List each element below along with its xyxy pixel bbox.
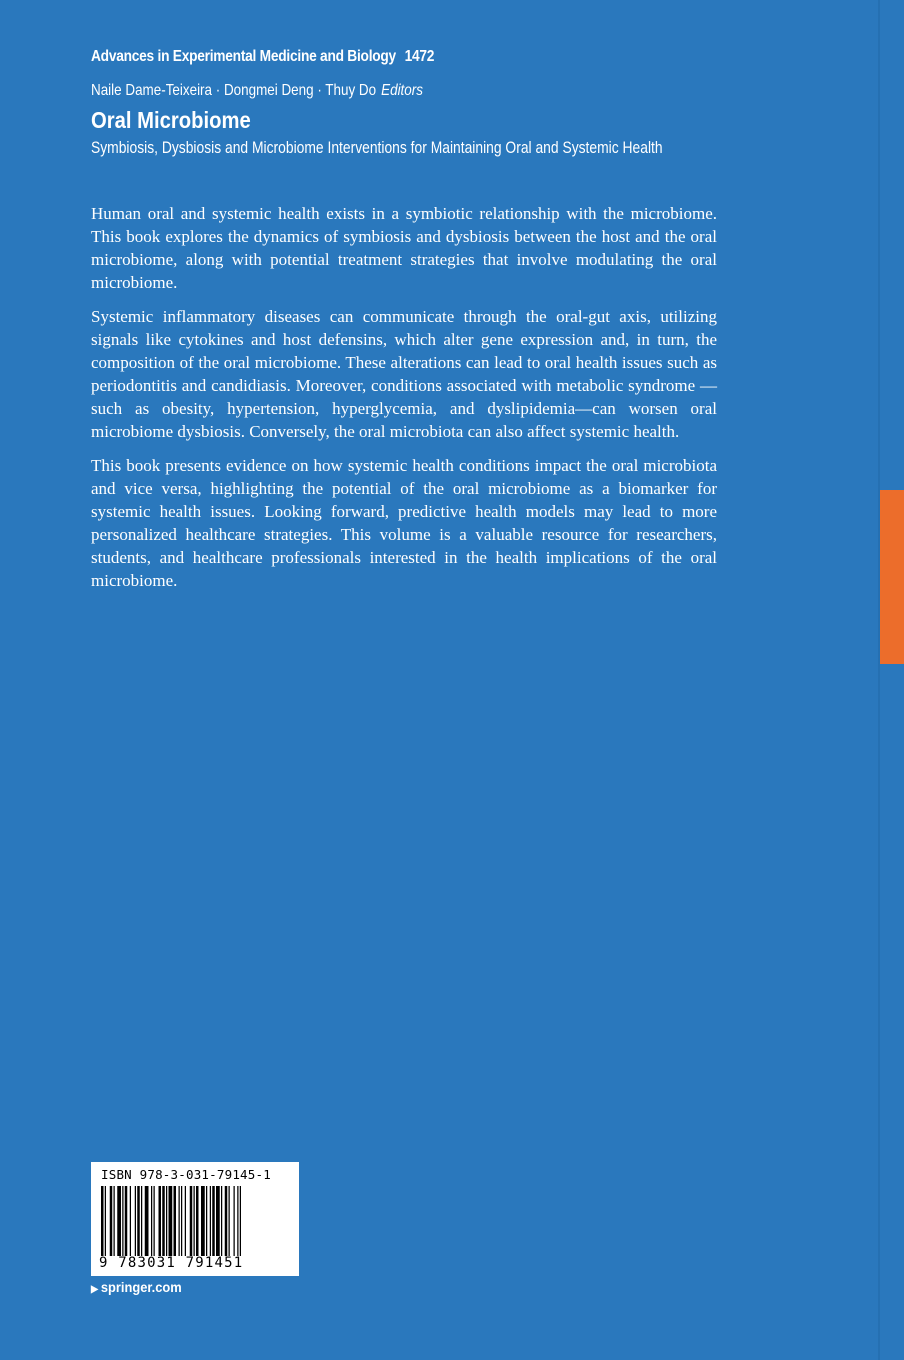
series-line: [91, 46, 693, 68]
series-name: Advances in Experimental Medicine and Biology: [91, 48, 396, 65]
arrow-right-icon: ▶: [91, 1284, 99, 1295]
description-paragraph-3: This book presents evidence on how systemic health conditions impact the oral microbiota and vice versa, highlighting the potential of the oral microbiome as a biomarker for systemic health issues. Looking forward, predictive health models may lead to more personalized healthcare strategies. This volume is a valuable resource for researchers, students, and healthcare professionals interested in the health implications of the oral microbiome.: [91, 456, 717, 590]
editor-names: Naile Dame-Teixeira · Dongmei Deng · Thuy Do: [91, 82, 377, 99]
barcode-bars: [101, 1186, 291, 1256]
book-title: Oral Microbiome: [91, 107, 251, 133]
spine-edge: [878, 0, 904, 1360]
book-subtitle: Symbiosis, Dysbiosis and Microbiome Interventions for Maintaining Oral and Systemic Health: [91, 139, 663, 157]
orange-accent-tab: [880, 490, 904, 664]
volume-number: 1472: [404, 48, 435, 65]
editors-role: Editors: [381, 82, 423, 99]
cover-header: [91, 46, 791, 159]
editors-line: [91, 80, 679, 102]
description-paragraph-2: Systemic inflammatory diseases can communicate through the oral-gut axis, utilizing signals like cytokines and host defensins, which alter gene expression and, in turn, the composition of the oral microbiome. These alterations can lead to oral health issues such as periodontitis and candidiasis. Moreover, conditions associated with metabolic syndrome — such as obesity, hypertension, hyperglycemia, and dyslipidemia—can worsen oral microbiome dysbiosis. Conversely, the oral microbiota can also affect systemic health.: [91, 307, 717, 441]
publisher-website[interactable]: [91, 1279, 182, 1295]
barcode-box: [91, 1162, 299, 1276]
description-paragraph-1: Human oral and systemic health exists in a symbiotic relationship with the microbiome. This book explores the dynamics of symbiosis and dysbiosis between the host and the oral microbiome, along with potential treatment strategies that involve modulating the oral microbiome.: [91, 204, 717, 292]
isbn-label: ISBN 978-3-031-79145-1: [101, 1167, 271, 1182]
website-label: springer.com: [100, 1279, 182, 1295]
book-description: [91, 202, 717, 603]
barcode-digits: 9 783031 791451: [99, 1255, 244, 1271]
